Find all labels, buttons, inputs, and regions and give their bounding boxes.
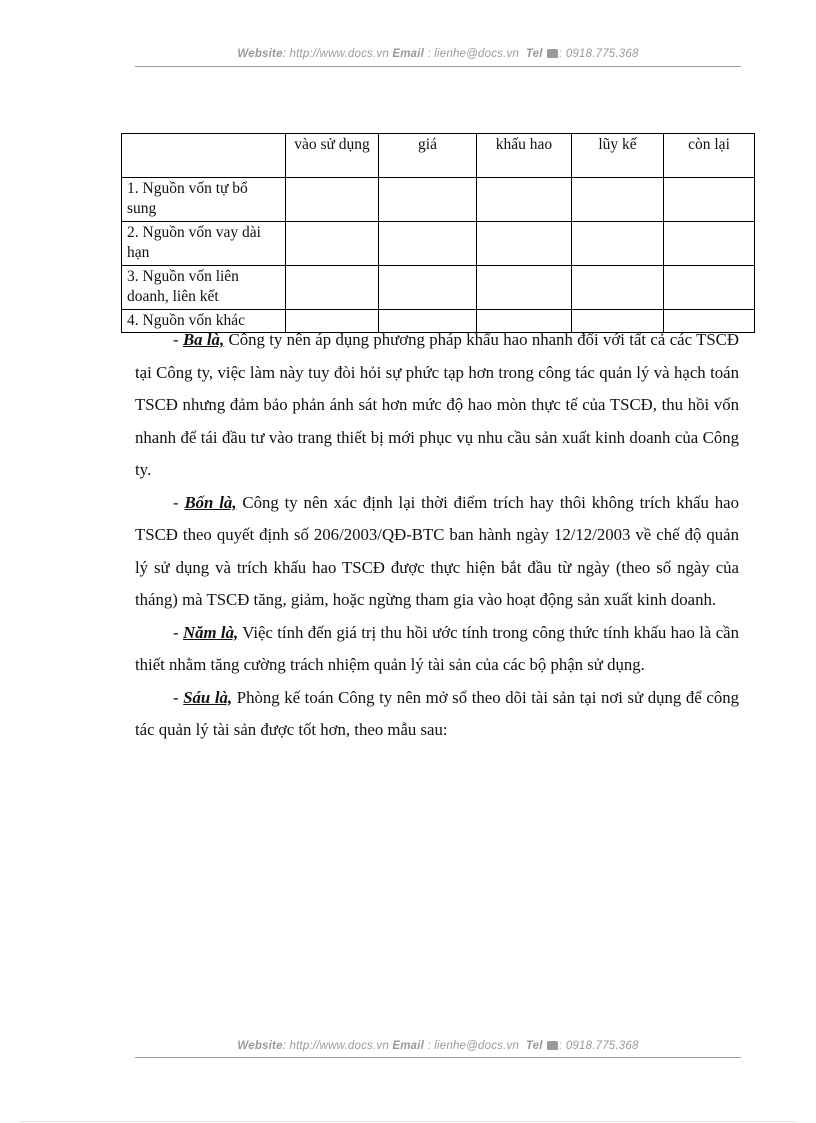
paragraph-lead: Năm là, (182, 622, 239, 642)
table-row (122, 266, 755, 310)
paragraph-nam-la (135, 617, 739, 682)
table-header-cell: lũy kế (572, 134, 664, 178)
paragraph-ba-la (135, 324, 739, 487)
table-header-cell: khấu hao (477, 134, 572, 178)
table-cell (286, 266, 379, 310)
table-row (122, 178, 755, 222)
table-cell (664, 266, 755, 310)
phone-icon (547, 49, 558, 58)
paragraph-sau-la (135, 682, 739, 747)
table-row (122, 222, 755, 266)
table-header-cell: còn lại (664, 134, 755, 178)
table-cell (286, 222, 379, 266)
paragraph-prefix: - (173, 492, 185, 512)
table-cell (572, 222, 664, 266)
paragraph-text: Việc tính đến giá trị thu hồi ước tính trong công thức tính khấu hao là cần thiết nhằm tăng cường trách nhiệm quản lý tài sản của các bộ phận sử dụng. (135, 622, 739, 674)
tel-label: Tel (525, 48, 543, 60)
page-edge-divider (20, 1121, 796, 1122)
paragraph-prefix: - (173, 330, 183, 349)
paragraph-text: Phòng kế toán Công ty nên mở sổ theo dõi tài sản tại nơi sử dụng để công tác quản lý tài sản được tốt hơn, theo mẫu sau: (135, 687, 739, 739)
tel-value: : 0918.775.368 (559, 48, 639, 60)
body-text (135, 324, 739, 747)
paragraph-lead: Bốn là, (184, 492, 237, 512)
row-label: 3. Nguồn vốn liên doanh, liên kết (122, 266, 286, 310)
paragraph-bon-la (135, 487, 739, 617)
email-value[interactable]: : lienhe@docs.vn (427, 48, 520, 60)
table-cell (572, 178, 664, 222)
row-label: 2. Nguồn vốn vay dài hạn (122, 222, 286, 266)
table-cell (379, 222, 477, 266)
email-label: Email (392, 1040, 425, 1052)
tel-label: Tel (525, 1040, 543, 1052)
website-url[interactable]: : http://www.docs.vn (282, 1040, 389, 1052)
row-label: 4. Nguồn vốn khác (122, 310, 286, 333)
paragraph-text: Công ty nên áp dụng phương pháp khấu hao nhanh đối với tất cả các TSCĐ tại Công ty, việc làm này tuy đòi hỏi sự phức tạp hơn trong công tác quản lý và hạch toán TSCĐ nhưng đảm bảo phản ánh sát hơn mức độ hao mòn thực tế của TSCĐ, thu hồi vốn nhanh để tái đầu tư vào trang thiết bị mới phục vụ nhu cầu sản xuất kinh doanh của Công ty. (135, 330, 739, 479)
email-value[interactable]: : lienhe@docs.vn (427, 1040, 520, 1052)
page-header (135, 48, 741, 60)
paragraph-lead: Ba là, (182, 330, 225, 349)
table-header-row (122, 134, 755, 178)
paragraph-prefix: - (173, 687, 184, 707)
footer-rule (135, 1057, 741, 1058)
website-label: Website (237, 1040, 283, 1052)
table-cell (664, 222, 755, 266)
table-cell (286, 178, 379, 222)
paragraph-lead: Sáu là, (183, 687, 233, 707)
table-cell (572, 266, 664, 310)
phone-icon (547, 1041, 558, 1050)
table-header-cell: giá (379, 134, 477, 178)
tel-value: : 0918.775.368 (559, 1040, 639, 1052)
website-url[interactable]: : http://www.docs.vn (282, 48, 389, 60)
website-label: Website (237, 48, 283, 60)
row-label: 1. Nguồn vốn tự bổ sung (122, 178, 286, 222)
email-label: Email (392, 48, 425, 60)
table-header-cell: vào sử dụng (286, 134, 379, 178)
paragraph-text: Công ty nên xác định lại thời điểm trích hay thôi không trích khấu hao TSCĐ theo quyết định số 206/2003/QĐ-BTC ban hành ngày 12/12/2003 về chế độ quản lý sử dụng và trích khấu hao TSCĐ được thực hiện bắt đầu từ ngày (theo số ngày của tháng) mà TSCĐ tăng, giảm, hoặc ngừng tham gia vào hoạt động sản xuất kinh doanh. (135, 492, 739, 609)
paragraph-prefix: - (173, 622, 183, 642)
table-cell (477, 178, 572, 222)
table-cell (477, 222, 572, 266)
table-header-cell (122, 134, 286, 178)
capital-source-table (121, 133, 755, 333)
header-rule (135, 66, 741, 67)
table-cell (379, 178, 477, 222)
table-cell (379, 266, 477, 310)
table-cell (664, 178, 755, 222)
table-cell (477, 266, 572, 310)
page-footer (135, 1040, 741, 1052)
